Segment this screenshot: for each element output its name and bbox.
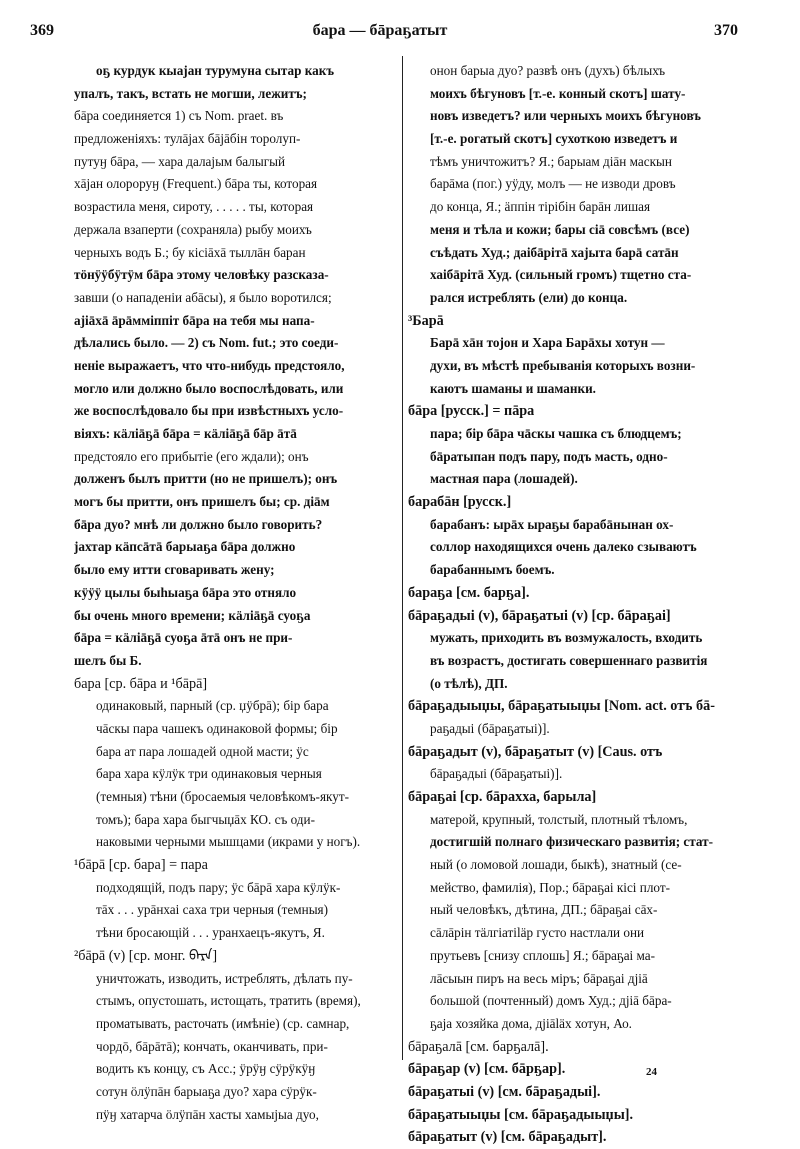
running-head: бара — бāраҕатыт (312, 22, 448, 39)
dictionary-text-line: ҕаја хозяйка дома, дјіāläх хотун, Ао. (430, 1015, 632, 1031)
dictionary-text-line: возрастила меня, сироту, . . . . . ты, которая (74, 199, 314, 215)
dictionary-headword-line: бāраҕалā [см. барҕалā]. (408, 1038, 549, 1055)
dictionary-text-line: меня и тѣла и кожи; бары сіā совсѣмъ (все) (430, 221, 690, 237)
dictionary-text-line: віяхъ: кäліāҕā бāра = кäліāҕā бāр āтā (74, 426, 297, 441)
dictionary-text-line: барабанъ: ырāх ыраҕы барабāнынан ох- (430, 516, 674, 532)
dictionary-text-line: оҕ курдук кыајан турумуна сытар какъ (96, 63, 335, 78)
dictionary-text-line: бы очень много времени; кäліāҕā суоҕа (74, 607, 311, 623)
dictionary-text-line: бāраҕадыі (бāраҕатыі)]. (430, 766, 563, 782)
dictionary-text-line: јахтар кäпсāтā барыаҕа бāра должно (74, 539, 296, 555)
dictionary-text-line: соллор находящихся очень далеко сзываютъ (430, 539, 697, 555)
dictionary-text-line: чордō, бāрāтā); кончать, оканчивать, при- (96, 1038, 328, 1054)
dictionary-text-line: же воспослѣдовало бы при извѣстныхъ усло- (74, 403, 344, 419)
dictionary-text-line: (темныя) тѣни (бросаемыя человѣкомъ-якут- (96, 789, 349, 804)
dictionary-headword-line: бāраҕар (v) [см. бāрҕар]. (408, 1061, 566, 1078)
dictionary-text-line: наковыми черными мышцами (икрами у ногъ). (96, 834, 361, 850)
dictionary-text-line: предстояло его прибытіе (его ждали); онъ (74, 448, 309, 464)
dictionary-text-line: (о тѣлѣ), ДП. (430, 675, 508, 691)
dictionary-text-line: подходящій, подъ пару; ӱс бāрā хара кӱлӱк- (96, 879, 341, 895)
dictionary-text-line: водить къ концу, съ Acc.; ӱрӱӈ сӱрӱкӱӈ (96, 1061, 316, 1077)
dictionary-text-line: лāсыын пиръ на весь міръ; бāраҕаі дјіā (430, 970, 648, 986)
dictionary-headword-line: бāраҕадыі (v), бāраҕатыі (v) [ср. бāраҕаі] (408, 607, 671, 624)
dictionary-text-line: могло или должно было воспослѣдовать, или (74, 380, 344, 396)
column-divider (402, 56, 403, 1060)
dictionary-text-line: матерой, крупный, толстый, плотный тѣломъ, (430, 811, 688, 827)
dictionary-text-line: могъ бы притти, онъ пришелъ бы; ср. діāм (74, 494, 330, 510)
dictionary-text-line: тӧнӱӱбӱтӱм бāра этому человѣку разсказа- (74, 267, 329, 283)
dictionary-text-line: въ возрастъ, достигать совершеннаго развитія (430, 652, 708, 668)
dictionary-text-line: бāратыпан подъ пару, подъ масть, одно- (430, 448, 668, 464)
dictionary-headword-line: ¹бāрā [ср. бара] = пара (74, 857, 208, 874)
dictionary-text-line: стымъ, опустошать, истощать, тратить (время), (96, 993, 361, 1009)
dictionary-text-line: тāх . . . урāнхаі саха три черныя (темныя) (96, 902, 329, 918)
dictionary-text-line: долженъ былъ притти (но не пришелъ); онъ (74, 471, 338, 487)
right-column (408, 60, 748, 1149)
dictionary-headword-line: бараҕа [см. барҕа]. (408, 584, 530, 601)
dictionary-text-line: ный человѣкъ, дѣтина, ДП.; бāраҕаі сāх- (430, 902, 658, 918)
dictionary-text-line: тѣмъ уничтожитъ? Я.; барыам діāн маскын (430, 153, 672, 169)
dictionary-text-line: хāјан олороруӈ (Frequent.) бāра ты, которая (74, 176, 318, 192)
dictionary-headword-line: ²бāрā (v) [ср. монг. ᠪᠠᠷᠠ] (74, 947, 218, 964)
dictionary-text-line: сотун ӧлӱпāн барыаҕа дуо? хара сӱрӱк- (96, 1083, 317, 1099)
dictionary-text-line: ајіāхā āрāмміппіт бāра на тебя мы напа- (74, 312, 315, 328)
dictionary-text-line: тѣни бросающій . . . уранхаецъ-якутъ, Я. (96, 925, 325, 941)
dictionary-text-line: рался истреблять (ели) до конца. (430, 289, 628, 305)
dictionary-text-line: до конца, Я.; äппін тірібін барāн лишая (430, 199, 651, 215)
dictionary-text-line: новъ изведетъ? или черныхъ моихъ бѣгуновъ (430, 108, 701, 124)
dictionary-text-line: держала взаперти (сохраняла) рыбу моихъ (74, 221, 312, 237)
dictionary-text-line: предложеніяхъ: тулāјах бāјāбін торолуп- (74, 131, 301, 147)
dictionary-headword-line: барабāн [русск.] (408, 494, 512, 511)
dictionary-headword-line: бāраҕатыт (v) [см. бāраҕадыт]. (408, 1129, 607, 1146)
dictionary-text-line: завши (о нападеніи абāсы), я было воротился; (74, 289, 332, 305)
dictionary-text-line: пара; бір бāра чāскы чашка съ блюдцемъ; (430, 426, 682, 441)
dictionary-text-line: ный (о ломовой лошади, быкѣ), знатный (се- (430, 857, 682, 873)
dictionary-text-line: было ему итти сговаривать жену; (74, 562, 275, 578)
page-number-right: 370 (714, 22, 738, 39)
dictionary-text-line: бāра соединяется 1) съ Nom. praet. въ (74, 108, 284, 124)
dictionary-text-line: бāра дуо? мнѣ ли должно было говорить? (74, 516, 323, 532)
dictionary-text-line: онон барыа дуо? развѣ онъ (духъ) бѣлыхъ (430, 63, 666, 78)
dictionary-text-line: барāма (пог.) уӱду, молъ — не изводи дровъ (430, 176, 676, 192)
dictionary-headword-line: ³Барā (408, 312, 444, 329)
left-column (74, 60, 390, 1126)
dictionary-headword-line: бāраҕатыі (v) [см. бāраҕадыі]. (408, 1083, 601, 1100)
dictionary-text-line: одинаковый, парный (ср. џӱбрā); бір бара (96, 698, 329, 714)
signature-mark: 24 (646, 1066, 657, 1078)
dictionary-headword-line: бāра [русск.] = пāра (408, 403, 535, 420)
dictionary-text-line: съѣдать Худ.; даібāрітā хајыта барā сатāн (430, 244, 679, 260)
dictionary-text-line: мейство, фамилія), Пор.; бāраҕаі кісі плот- (430, 879, 670, 895)
dictionary-text-line: дѣлались было. — 2) съ Nom. fut.; это соеди- (74, 335, 339, 351)
dictionary-text-line: томъ); бара хара быгчыџāх КО. съ оди- (96, 811, 315, 827)
dictionary-text-line: духи, въ мѣстѣ пребыванія которыхъ возни- (430, 357, 696, 373)
dictionary-text-line: пӱӈ хатарча ӧлӱпāн хасты хамыјыа дуо, (96, 1106, 319, 1122)
dictionary-text-line: Барā хāн тојон и Хара Барāхы хотун — (430, 335, 665, 351)
dictionary-text-line: упалъ, такъ, встать не могши, лежитъ; (74, 85, 307, 101)
dictionary-text-line: раҕадыі (бāраҕатыі)]. (430, 720, 550, 736)
dictionary-text-line: путуӈ бāра, — хара далајым балыгый (74, 153, 286, 169)
dictionary-text-line: [т.-е. рогатый скотъ] сухоткою изведетъ и (430, 131, 678, 147)
dictionary-text-line: неніе выражаетъ, что что-нибудь предстояло, (74, 357, 345, 373)
dictionary-headword-line: бāраҕадыт (v), бāраҕатыт (v) [Caus. отъ (408, 743, 663, 760)
dictionary-text-line: уничтожать, изводить, истреблять, дѣлать пу- (96, 970, 353, 986)
dictionary-text-line: прутьевъ [снизу сплошь] Я.; бāраҕаі ма- (430, 947, 656, 963)
dictionary-text-line: сāлāрін тäлгіатіläр густо настлали они (430, 925, 645, 941)
dictionary-text-line: барабаннымъ боемъ. (430, 562, 555, 578)
dictionary-text-line: бāра = кäліāҕā суоҕа āтā онъ не при- (74, 630, 293, 646)
dictionary-text-line: проматывать, расточать (имѣніе) (ср. самнар, (96, 1015, 350, 1031)
dictionary-text-line: большой (почтенный) домъ Худ.; дјіā бāра- (430, 993, 672, 1009)
dictionary-text-line: мужать, приходить въ возмужалость, входить (430, 630, 703, 646)
dictionary-text-line: моихъ бѣгуновъ [т.-е. конный скотъ] шату- (430, 85, 686, 101)
dictionary-text-line: чāскы пара чашекъ одинаковой формы; бір (96, 720, 338, 736)
dictionary-headword-line: бара [ср. бāра и ¹бāрā] (74, 675, 208, 692)
dictionary-text-line: бара ат пара лошадей одной масти; ӱс (96, 743, 309, 759)
dictionary-text-line: каютъ шаманы и шаманки. (430, 380, 596, 396)
dictionary-text-line: хаібāрітā Худ. (сильный громъ) тщетно ста- (430, 267, 692, 283)
dictionary-text-line: шелъ бы Б. (74, 652, 142, 668)
dictionary-headword-line: бāраҕатыыџы [см. бāраҕадыыџы]. (408, 1106, 634, 1123)
dictionary-text-line: мастная пара (лошадей). (430, 471, 578, 487)
dictionary-text-line: достигшій полнаго физическаго развитія; стат- (430, 834, 714, 850)
dictionary-text-line: кӱӱӱ цылы быһыаҕа бāра это отняло (74, 584, 297, 600)
page-number-left: 369 (30, 22, 54, 39)
dictionary-text-line: черныхъ водъ Б.; бу кісіāхā тыллāн баран (74, 244, 306, 260)
page-header (0, 14, 800, 44)
dictionary-text-line: бара хара кӱлӱк три одинаковыя черныя (96, 766, 322, 782)
dictionary-headword-line: бāраҕадыыџы, бāраҕатыыџы [Nom. act. отъ бā- (408, 698, 715, 715)
dictionary-headword-line: бāраҕаі [ср. бāрахха, барыла] (408, 789, 597, 805)
